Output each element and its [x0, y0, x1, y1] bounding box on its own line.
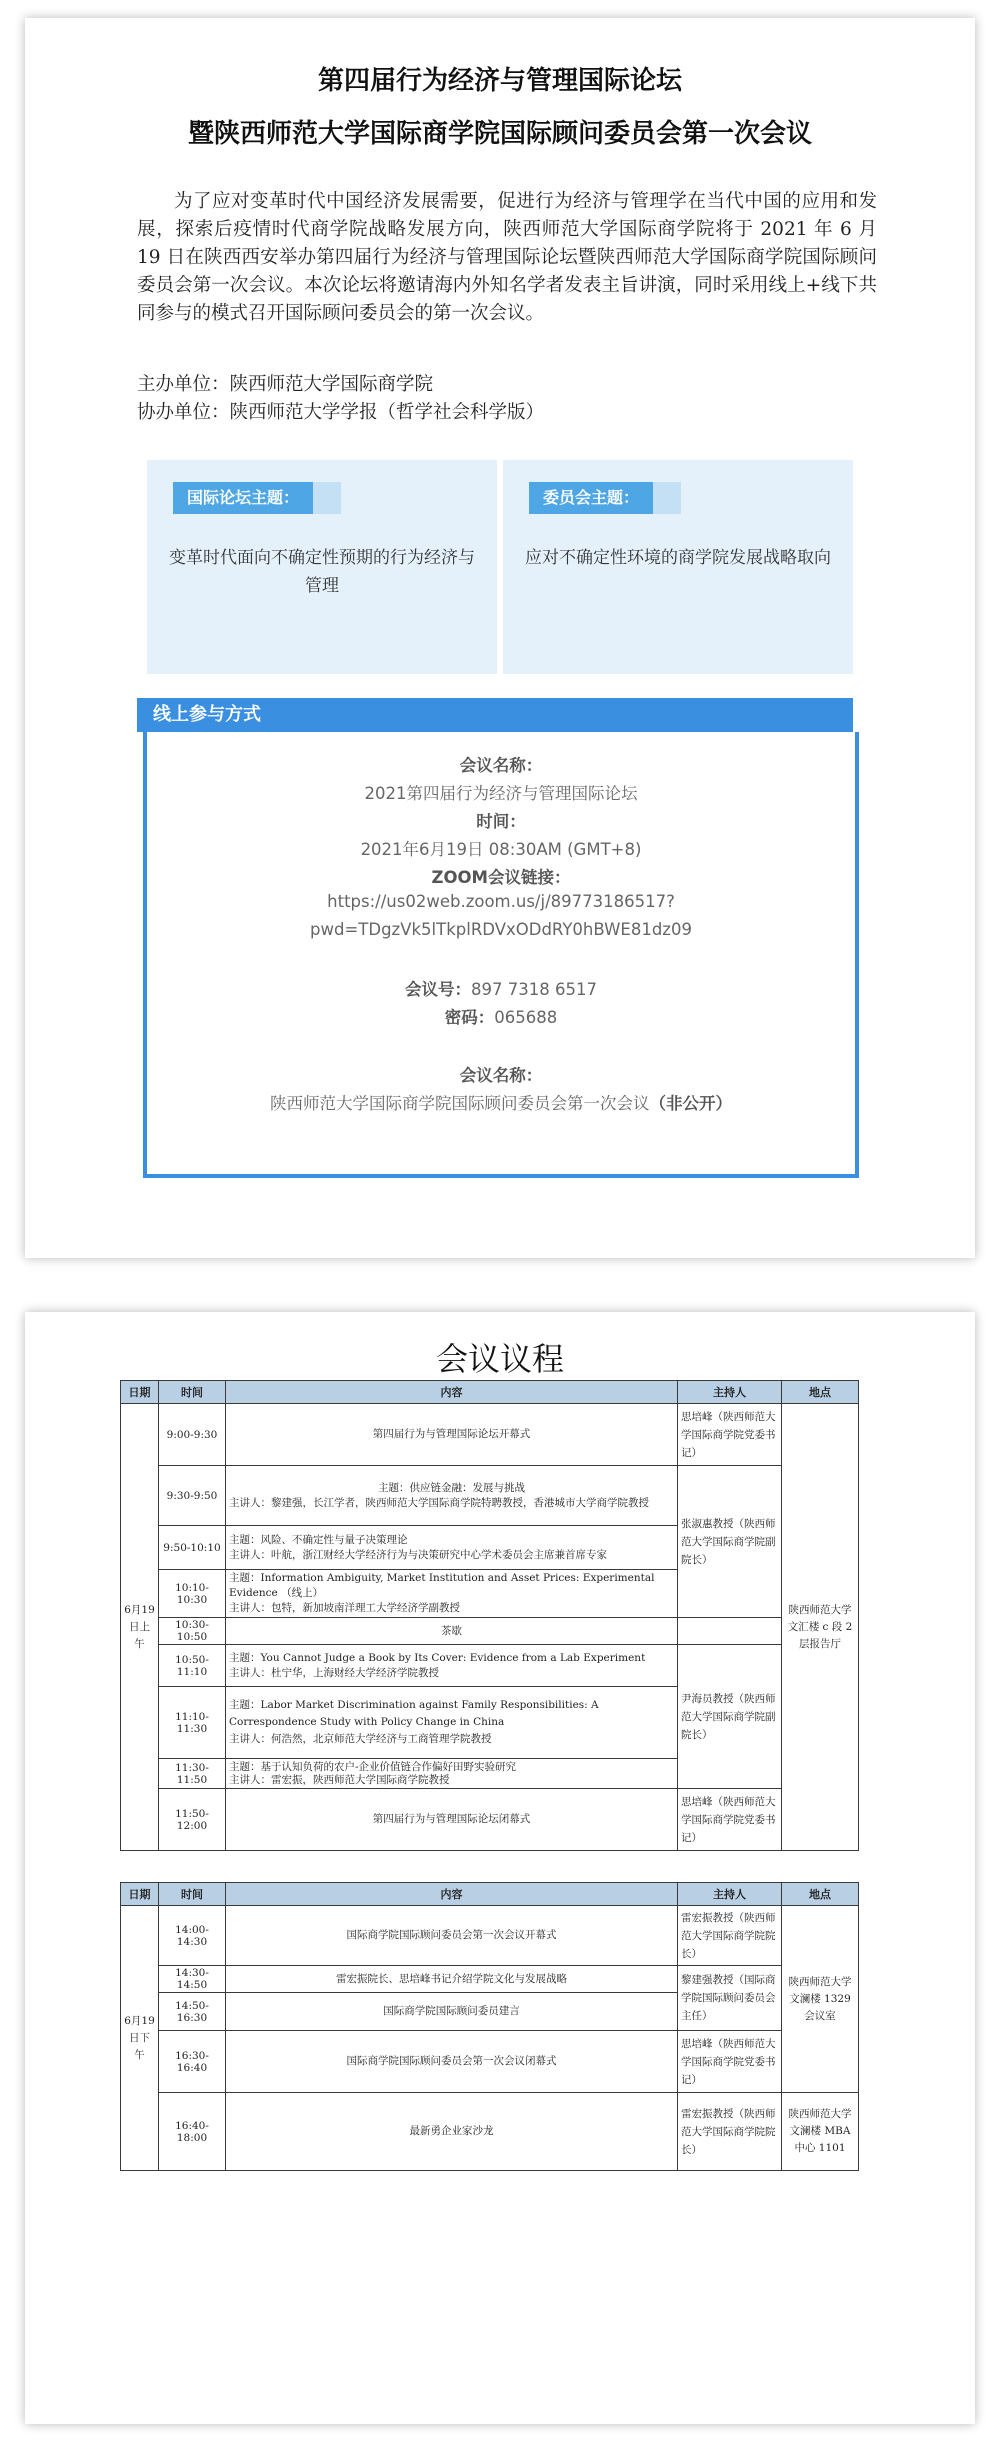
table-header-row	[121, 1883, 859, 1906]
committee-theme-box	[503, 460, 853, 674]
meeting-id-label: 会议号：	[405, 980, 472, 999]
row-time: 9:00-9:30	[159, 1404, 226, 1466]
header-time: 时间	[159, 1883, 226, 1906]
row-time: 10:10-10:30	[159, 1570, 226, 1618]
header-host: 主持人	[678, 1381, 782, 1404]
row-time: 10:30-10:50	[159, 1618, 226, 1645]
committee-theme-text: 应对不确定性环境的商学院发展战略取向	[525, 548, 831, 568]
table-row	[121, 2031, 859, 2093]
morning-date: 6月19日上午	[121, 1404, 159, 1851]
row-host: 雷宏振教授（陕西师范大学国际商学院院长）	[678, 1906, 782, 1966]
time-value: 2021年6月19日 08:30AM (GMT+8)	[360, 840, 642, 859]
row-content: 雷宏振院长、思培峰书记介绍学院文化与发展战略	[226, 1966, 678, 1993]
topic: 主题：基于认知负荷的农户-企业价值链合作偏好田野实验研究	[229, 1760, 517, 1773]
row-time: 11:10-11:30	[159, 1687, 226, 1759]
row-content	[226, 1526, 678, 1570]
agenda-afternoon-table	[120, 1882, 859, 2171]
header-time: 时间	[159, 1381, 226, 1404]
row-time: 16:40-18:00	[159, 2093, 226, 2171]
table-row	[121, 1404, 859, 1466]
row-time: 14:30-14:50	[159, 1966, 226, 1993]
forum-intro-card	[25, 18, 975, 1258]
password-row	[147, 1004, 855, 1028]
topic: 主题：Information Ambiguity, Market Institution and Asset Prices: Experimental Evidence （线上）	[229, 1572, 655, 1599]
row-content	[226, 1645, 678, 1687]
meeting-name-label: 会议名称：	[459, 756, 543, 775]
row-host: 张淑惠教授（陕西师范大学国际商学院副院长）	[678, 1466, 782, 1618]
morning-location: 陕西师范大学文汇楼 c 段 2 层报告厅	[782, 1404, 859, 1851]
password: 065688	[494, 1008, 558, 1027]
forum-theme-text: 变革时代面向不确定性预期的行为经济与管理	[169, 548, 475, 596]
speaker: 主讲人：雷宏振，陕西师范大学国际商学院教授	[229, 1773, 450, 1786]
header-content: 内容	[226, 1883, 678, 1906]
row-host-empty	[678, 1618, 782, 1645]
topic: 主题：Labor Market Discrimination against Family Responsibilities: A Correspondence Study with Policy Change in China	[229, 1699, 599, 1728]
header-content: 内容	[226, 1381, 678, 1404]
table-row	[121, 1645, 859, 1687]
forum-theme-box	[147, 460, 497, 674]
topic: 主题：You Cannot Judge a Book by Its Cover: Evidence from a Lab Experiment	[229, 1651, 646, 1664]
page-title: 第四届行为经济与管理国际论坛	[317, 66, 682, 96]
table-row	[121, 1466, 859, 1526]
online-section-header: 线上参与方式	[137, 698, 853, 732]
row-time: 9:30-9:50	[159, 1466, 226, 1526]
row-time: 11:30-11:50	[159, 1759, 226, 1789]
committee-theme-label: 委员会主题：	[529, 482, 653, 514]
topic: 主题：供应链金融：发展与挑战	[378, 1481, 525, 1494]
row-host: 思培峰（陕西师范大学国际商学院党委书记）	[678, 1404, 782, 1466]
speaker: 主讲人：杜宁华，上海财经大学经济学院教授	[229, 1666, 439, 1679]
row-host: 尹海员教授（陕西师范大学国际商学院副院长）	[678, 1645, 782, 1789]
row-content: 茶歇	[226, 1618, 678, 1645]
row-time: 14:50-16:30	[159, 1993, 226, 2031]
meeting-id: 897 7318 6517	[471, 980, 597, 999]
zoom-link-line2[interactable]: pwd=TDgzVk5lTkplRDVxODdRY0hBWE81dz09	[310, 920, 692, 939]
co-organizer: 协办单位：陕西师范大学学报（哲学社会科学版）	[137, 402, 545, 423]
header-location: 地点	[782, 1381, 859, 1404]
table-header-row	[121, 1381, 859, 1404]
time-label: 时间：	[476, 812, 526, 831]
host-organizer: 主办单位：陕西师范大学国际商学院	[137, 374, 434, 395]
row-time: 10:50-11:10	[159, 1645, 226, 1687]
table-row	[121, 1789, 859, 1851]
password-label: 密码：	[444, 1008, 495, 1027]
agenda-card	[25, 1312, 975, 2424]
page-subtitle: 暨陕西师范大学国际商学院国际顾问委员会第一次会议	[187, 119, 812, 149]
zoom-link-line1[interactable]: https://us02web.zoom.us/j/89773186517?	[327, 892, 675, 911]
agenda-title: 会议议程	[435, 1340, 564, 1378]
row-content: 第四届行为与管理国际论坛开幕式	[226, 1404, 678, 1466]
meeting-name: 2021第四届行为经济与管理国际论坛	[364, 784, 638, 803]
topic: 主题：风险、不确定性与量子决策理论	[229, 1533, 408, 1546]
header-date: 日期	[121, 1883, 159, 1906]
afternoon-date: 6月19日下午	[121, 1906, 159, 2171]
speaker: 主讲人：何浩然，北京师范大学经济与工商管理学院教授	[229, 1733, 492, 1745]
meeting2-name-row	[147, 1090, 855, 1114]
header-location: 地点	[782, 1883, 859, 1906]
row-time: 9:50-10:10	[159, 1526, 226, 1570]
meeting2-note: （非公开）	[649, 1094, 732, 1113]
afternoon-location-2: 陕西师范大学文澜楼 MBA 中心 1101	[782, 2093, 859, 2171]
row-time: 16:30-16:40	[159, 2031, 226, 2093]
row-host: 雷宏振教授（陕西师范大学国际商学院院长）	[678, 2093, 782, 2171]
forum-theme-label: 国际论坛主题：	[173, 482, 313, 514]
speaker: 主讲人：包特，新加坡南洋理工大学经济学副教授	[229, 1602, 460, 1614]
table-row	[121, 1966, 859, 1993]
header-date: 日期	[121, 1381, 159, 1404]
row-host: 思培峰（陕西师范大学国际商学院党委书记）	[678, 1789, 782, 1851]
meeting2-name-label: 会议名称：	[459, 1066, 543, 1085]
table-row	[121, 2093, 859, 2171]
meeting2-name: 陕西师范大学国际商学院国际顾问委员会第一次会议	[270, 1094, 650, 1113]
table-row	[121, 1906, 859, 1966]
row-content: 国际商学院国际顾问委员会第一次会议开幕式	[226, 1906, 678, 1966]
row-content	[226, 1570, 678, 1618]
row-time: 11:50-12:00	[159, 1789, 226, 1851]
row-content: 国际商学院国际顾问委员会第一次会议闭幕式	[226, 2031, 678, 2093]
agenda-morning-table	[120, 1380, 859, 1851]
row-time: 14:00-14:30	[159, 1906, 226, 1966]
row-content: 国际商学院国际顾问委员建言	[226, 1993, 678, 2031]
speaker: 主讲人：叶航，浙江财经大学经济行为与决策研究中心学术委员会主席兼首席专家	[229, 1548, 607, 1561]
intro-paragraph: 为了应对变革时代中国经济发展需要，促进行为经济与管理学在当代中国的应用和发展，探索后疫情时代商学院战略发展方向，陕西师范大学国际商学院将于 2021 年 6 月 19 日在陕西西安举办第四届行为经济与管理国际论坛暨陕西师范大学国际商学院国际顾问委员会第一次会议。本次论坛将邀请海内外知名学者发表主旨讲演，同时采用线上+线下共同参与的模式召开国际顾问委员会的第一次会议。	[137, 191, 877, 324]
afternoon-location-1: 陕西师范大学文澜楼 1329 会议室	[782, 1906, 859, 2093]
row-content	[226, 1759, 678, 1789]
meeting-id-row	[147, 976, 855, 1000]
speaker: 主讲人：黎建强，长江学者，陕西师范大学国际商学院特聘教授，香港城市大学商学院教授	[229, 1496, 649, 1509]
header-host: 主持人	[678, 1883, 782, 1906]
row-host: 思培峰（陕西师范大学国际商学院党委书记）	[678, 2031, 782, 2093]
row-content	[226, 1687, 678, 1759]
table-row	[121, 1618, 859, 1645]
row-content	[226, 1466, 678, 1526]
row-host: 黎建强教授（国际商学院国际顾问委员会主任）	[678, 1966, 782, 2031]
zoom-link-label: ZOOM会议链接：	[431, 868, 571, 887]
row-content: 第四届行为与管理国际论坛闭幕式	[226, 1789, 678, 1851]
online-info-box	[143, 732, 859, 1178]
row-content: 最新勇企业家沙龙	[226, 2093, 678, 2171]
